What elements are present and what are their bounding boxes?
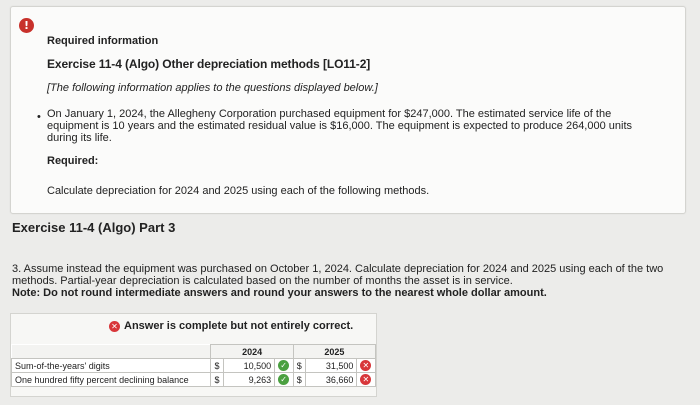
correct-icon: ✓: [275, 359, 294, 373]
syd-2024-input[interactable]: 10,500: [224, 359, 275, 373]
header-blank: [12, 345, 211, 359]
correct-icon: ✓: [275, 373, 294, 387]
row-label: One hundred fifty percent declining balance: [12, 373, 211, 387]
question-text: 3. Assume instead the equipment was purchased on October 1, 2024. Calculate depreciation for 2024 and 2025 using each of the two methods. Partial-year depreciation is calculated based on the number of months the asset is in service.: [12, 263, 664, 287]
info-note: [The following information applies to the questions displayed below.]: [47, 82, 378, 94]
table-row: [12, 373, 376, 387]
currency-symbol: $: [211, 373, 224, 387]
syd-2025-input[interactable]: 31,500: [306, 359, 357, 373]
answer-table: [11, 344, 376, 387]
required-information-panel: [10, 6, 686, 214]
problem-paragraph: On January 1, 2024, the Allegheny Corporation purchased equipment for $247,000. The estimated service life of the equipment is 10 years and the estimated residual value is $16,000. The equipment is expected to produce 264,000 units during its life.: [47, 108, 633, 144]
currency-symbol: $: [293, 359, 306, 373]
rounding-note: Note: Do not round intermediate answers and round your answers to the nearest whole dollar amount.: [12, 287, 547, 299]
bullet: •: [37, 111, 41, 123]
currency-symbol: $: [211, 359, 224, 373]
table-header-row: [12, 345, 376, 359]
answer-status: [109, 320, 353, 332]
exercise-title: Exercise 11-4 (Algo) Other depreciation methods [LO11-2]: [47, 57, 371, 71]
calculate-instruction: Calculate depreciation for 2024 and 2025 using each of the following methods.: [47, 185, 430, 197]
incorrect-icon: ✕: [357, 359, 376, 373]
answer-status-text: Answer is complete but not entirely correct.: [124, 320, 354, 332]
answer-panel: [10, 313, 377, 397]
currency-symbol: $: [293, 373, 306, 387]
column-header-2024: 2024: [211, 345, 293, 359]
alert-icon: !: [19, 18, 34, 33]
part-title: Exercise 11-4 (Algo) Part 3: [12, 220, 176, 235]
table-row: [12, 359, 376, 373]
column-header-2025: 2025: [293, 345, 375, 359]
row-label: Sum-of-the-years' digits: [12, 359, 211, 373]
db150-2024-input[interactable]: 9,263: [224, 373, 275, 387]
incorrect-icon: ✕: [109, 321, 120, 332]
incorrect-icon: ✕: [357, 373, 376, 387]
required-information-heading: Required information: [47, 35, 159, 47]
required-label: Required:: [47, 155, 99, 167]
db150-2025-input[interactable]: 36,660: [306, 373, 357, 387]
